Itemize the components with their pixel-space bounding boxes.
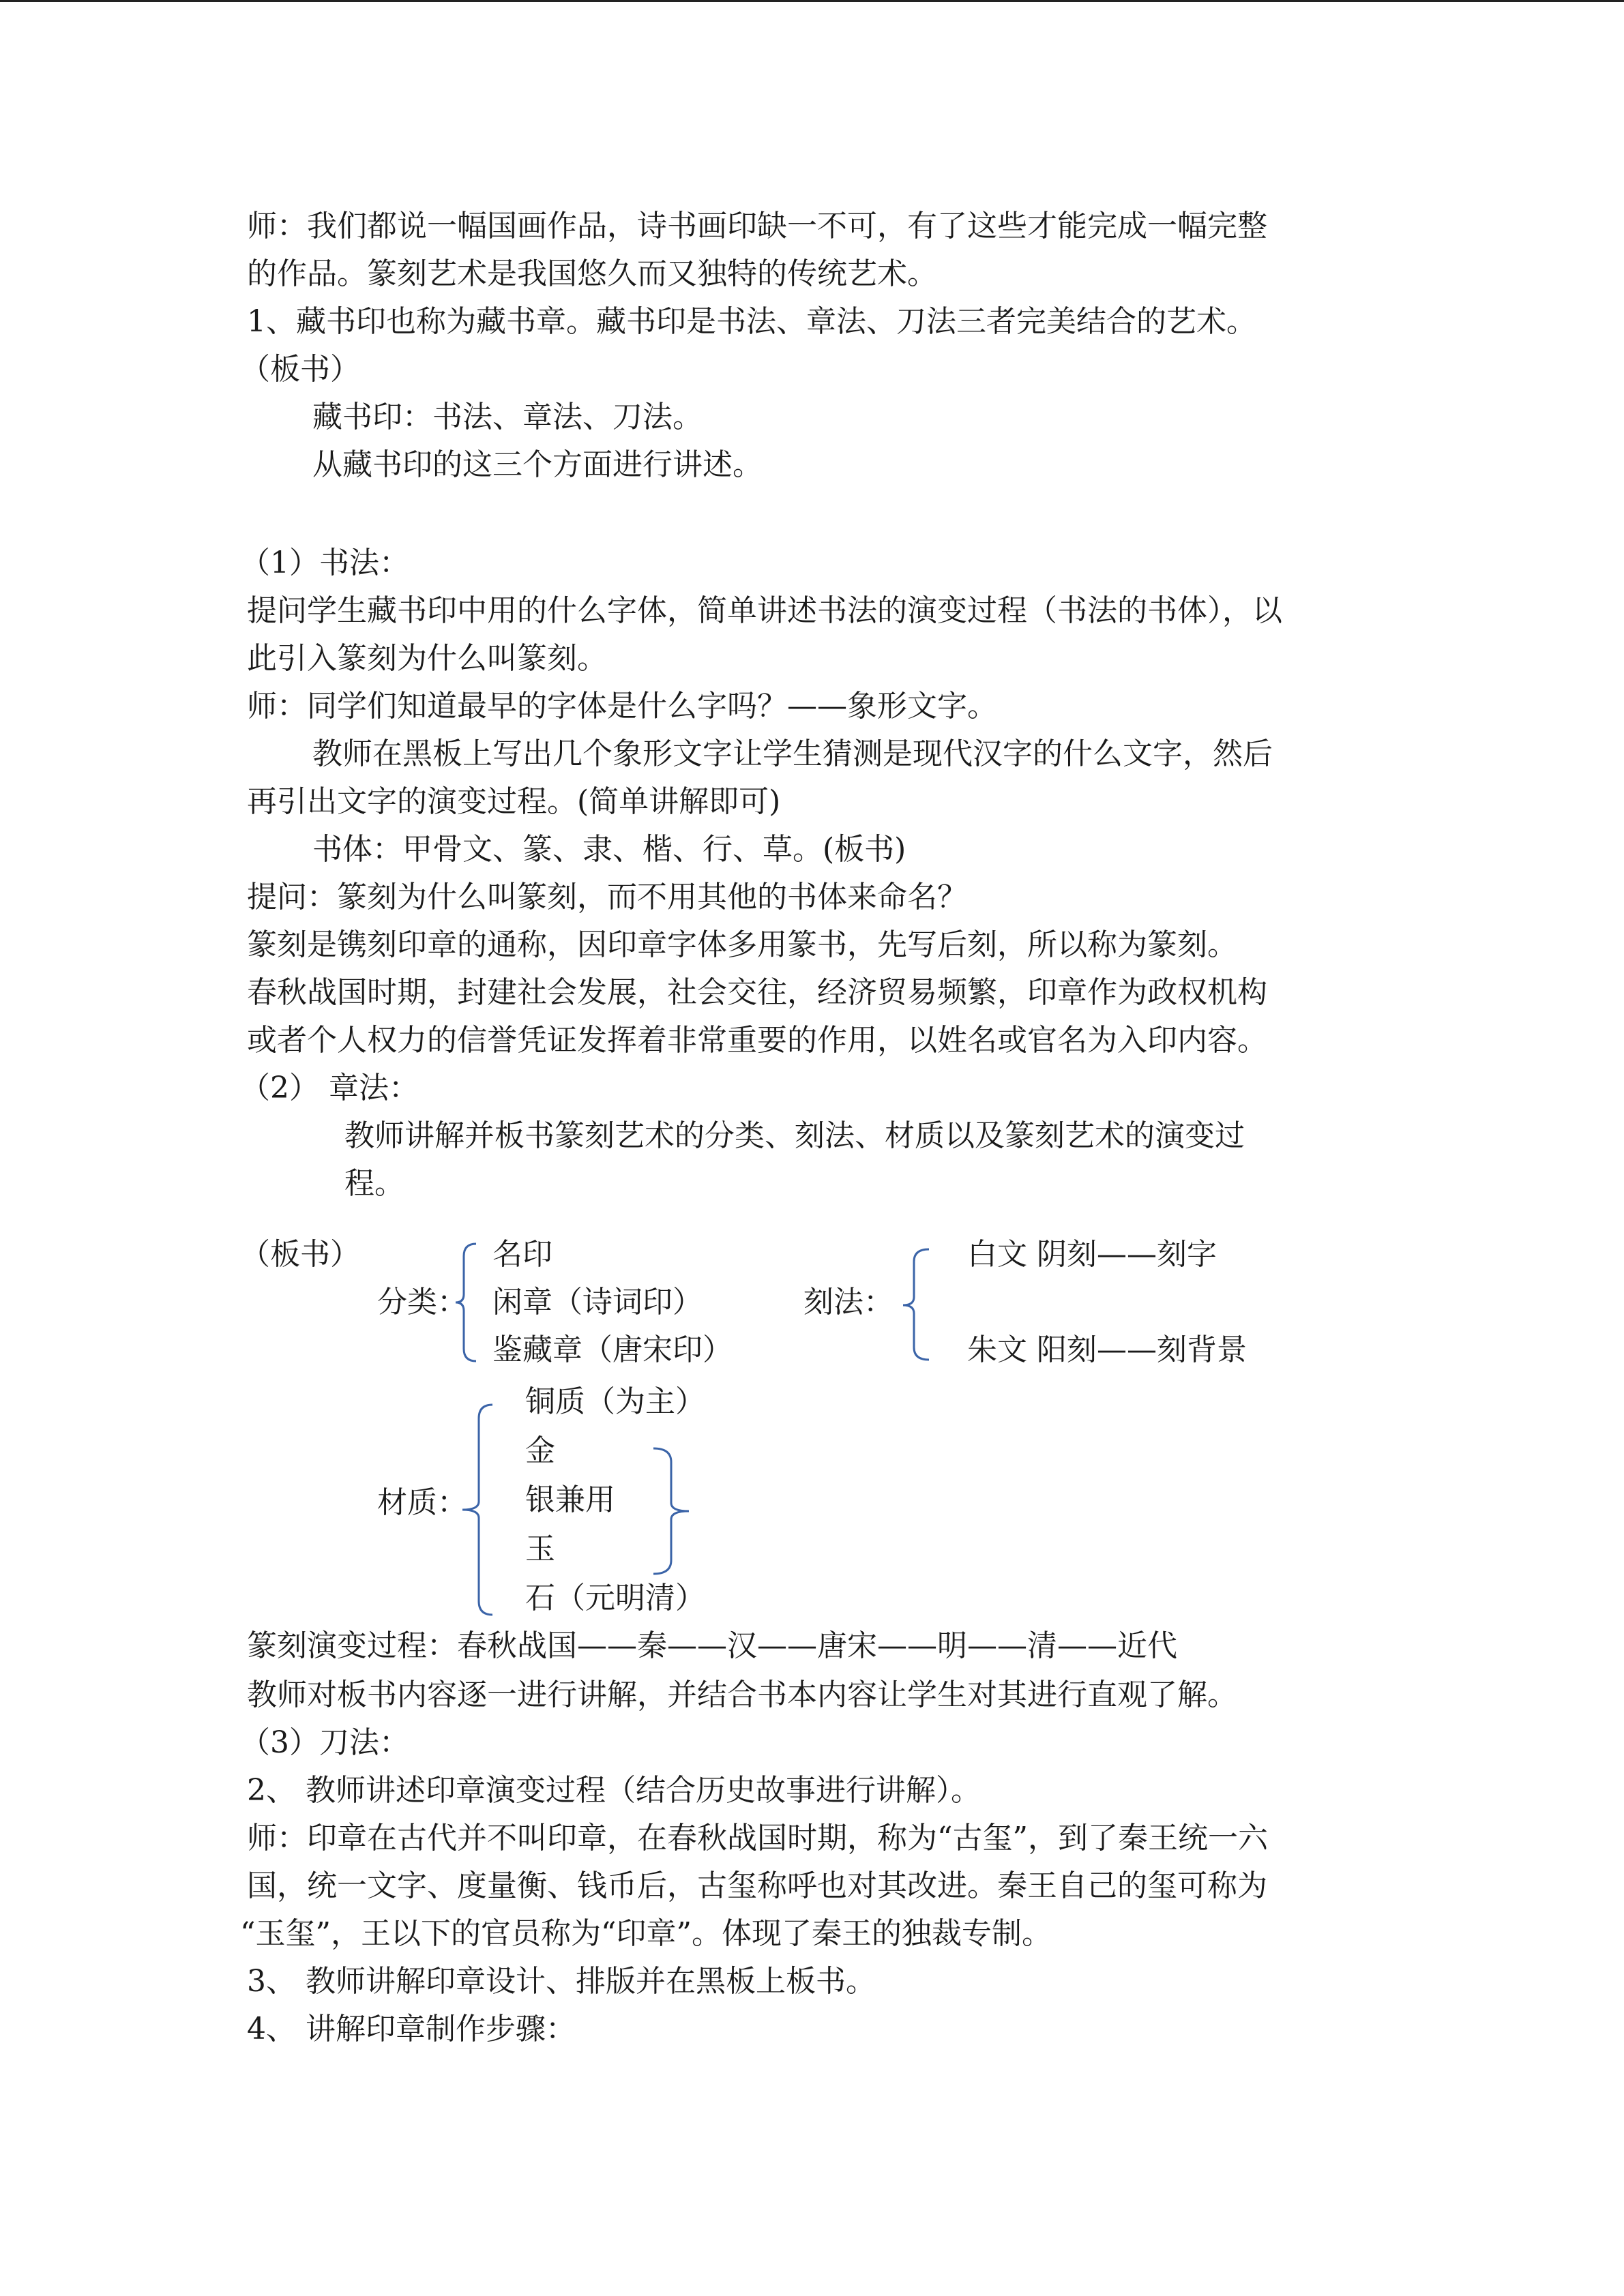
board-label: （板书） <box>240 1237 360 1272</box>
paragraph-line: 师：同学们知道最早的字体是什么字吗？——象形文字。 <box>247 689 997 724</box>
category-item: 鉴藏章（唐宋印） <box>492 1332 733 1367</box>
paragraph-line: 国，统一文字、度量衡、钱币后，古玺称呼也对其改进。秦王自己的玺可称为 <box>247 1868 1267 1903</box>
paragraph-line: 教师在黑板上写出几个象形文字让学生猜测是现代汉字的什么文字，然后 <box>312 736 1273 771</box>
paragraph-line: 提问：篆刻为什么叫篆刻，而不用其他的书体来命名？ <box>247 880 967 914</box>
category-item: 闲章（诗词印） <box>492 1285 703 1320</box>
paragraph-line: 的作品。篆刻艺术是我国悠久而又独特的传统艺术。 <box>247 256 937 291</box>
paragraph-line: 4、 讲解印章制作步骤： <box>247 2012 576 2046</box>
carving-item: 朱文 阳刻——刻背景 <box>967 1332 1247 1367</box>
paragraph-line: 此引入篆刻为什么叫篆刻。 <box>247 641 607 676</box>
material-sub-brace <box>648 1446 696 1577</box>
paragraph-line: 2、 教师讲述印章演变过程（结合历史故事进行讲解）。 <box>247 1773 981 1808</box>
material-label: 材质： <box>377 1485 467 1520</box>
material-item: 铜质（为主） <box>525 1384 705 1419</box>
paragraph-line: 师：印章在古代并不叫印章，在春秋战国时期，称为“古玺”，到了秦王统一六 <box>247 1821 1268 1855</box>
paragraph-line: 教师对板书内容逐一进行讲解，并结合书本内容让学生对其进行直观了解。 <box>247 1678 1237 1712</box>
paragraph-line: “玉玺”，王以下的官员称为“印章”。体现了秦王的独裁专制。 <box>240 1916 1052 1951</box>
material-brace <box>458 1402 497 1617</box>
carving-brace <box>899 1247 933 1362</box>
section-heading-knife-technique: （3）刀法： <box>240 1725 409 1760</box>
material-item: 玉 <box>525 1532 555 1566</box>
section-heading-composition: （2） 章法： <box>240 1071 419 1105</box>
paragraph-line: 师：我们都说一幅国画作品，诗书画印缺一不可，有了这些才能完成一幅完整 <box>247 209 1267 243</box>
material-item: 银兼用 <box>525 1482 615 1517</box>
paragraph-line: 3、 教师讲解印章设计、排版并在黑板上板书。 <box>247 1964 876 1999</box>
material-item: 金 <box>525 1433 555 1468</box>
paragraph-line: 从藏书印的这三个方面进行讲述。 <box>312 447 763 482</box>
page-top-border <box>0 0 1624 2</box>
carving-label: 刻法： <box>803 1285 894 1320</box>
carving-item: 白文 阴刻——刻字 <box>967 1237 1217 1272</box>
paragraph-line: 篆刻是镌刻印章的通称，因印章字体多用篆书，先写后刻，所以称为篆刻。 <box>247 927 1237 962</box>
section-heading-calligraphy: （1）书法： <box>240 546 409 580</box>
material-item: 石（元明清） <box>525 1581 705 1615</box>
paragraph-line: 或者个人权力的信誉凭证发挥着非常重要的作用，以姓名或官名为入印内容。 <box>247 1023 1267 1058</box>
category-item: 名印 <box>492 1237 552 1272</box>
paragraph-line: 提问学生藏书印中用的什么字体，简单讲述书法的演变过程（书法的书体），以 <box>247 593 1282 628</box>
paragraph-line: 教师讲解并板书篆刻艺术的分类、刻法、材质以及篆刻艺术的演变过 <box>344 1118 1245 1153</box>
paragraph-line: 春秋战国时期，封建社会发展，社会交往，经济贸易频繁，印章作为政权机构 <box>247 975 1267 1010</box>
paragraph-line: （板书） <box>240 352 360 387</box>
paragraph-line: 藏书印：书法、章法、刀法。 <box>312 400 703 434</box>
category-brace <box>453 1241 480 1364</box>
paragraph-line: 1、藏书印也称为藏书章。藏书印是书法、章法、刀法三者完美结合的艺术。 <box>247 304 1256 339</box>
paragraph-line: 篆刻演变过程：春秋战国——秦——汉——唐宋——明——清——近代 <box>247 1628 1177 1663</box>
paragraph-line: 书体：甲骨文、篆、隶、楷、行、草。(板书) <box>312 832 906 867</box>
paragraph-line: 程。 <box>344 1166 404 1201</box>
category-label: 分类： <box>377 1285 467 1320</box>
paragraph-line: 再引出文字的演变过程。(简单讲解即可) <box>247 784 781 819</box>
